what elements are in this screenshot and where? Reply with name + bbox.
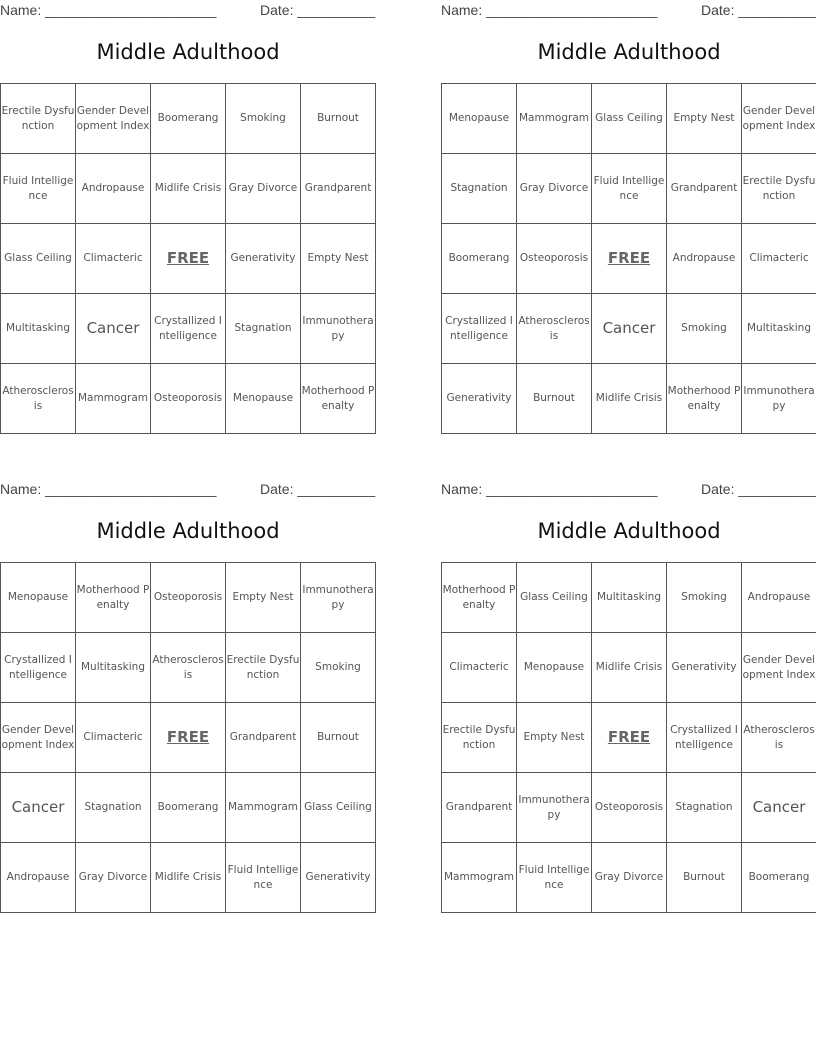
bingo-cell: Smoking	[667, 563, 742, 633]
free-space-cell: FREE	[151, 224, 226, 294]
bingo-cell: Gender Development Index	[1, 703, 76, 773]
bingo-cell: Gray Divorce	[592, 843, 667, 913]
bingo-cell: Multitasking	[742, 294, 816, 364]
bingo-cell: Stagnation	[76, 773, 151, 843]
bingo-cell: Mammogram	[517, 84, 592, 154]
bingo-grid	[441, 562, 816, 913]
bingo-cell: Burnout	[517, 364, 592, 434]
bingo-cell: Glass Ceiling	[301, 773, 376, 843]
bingo-cell: Burnout	[667, 843, 742, 913]
bingo-cell: Empty Nest	[226, 563, 301, 633]
bingo-cell: Andropause	[667, 224, 742, 294]
date-field[interactable]: Date: __________	[260, 481, 376, 497]
date-field[interactable]: Date: __________	[701, 481, 816, 497]
bingo-cell: Stagnation	[442, 154, 517, 224]
bingo-cell: Immunotherapy	[517, 773, 592, 843]
bingo-cell: Boomerang	[442, 224, 517, 294]
bingo-cell: Gray Divorce	[76, 843, 151, 913]
name-field[interactable]: Name: ______________________	[0, 481, 217, 497]
bingo-cell: Atherosclerosis	[1, 364, 76, 434]
bingo-cell: Generativity	[226, 224, 301, 294]
card-header	[441, 0, 816, 20]
bingo-cell: Atherosclerosis	[742, 703, 816, 773]
bingo-grid	[0, 83, 376, 434]
free-space-cell: FREE	[151, 703, 226, 773]
bingo-cell: Motherhood Penalty	[76, 563, 151, 633]
bingo-grid	[441, 83, 816, 434]
bingo-cell: Immunotherapy	[301, 563, 376, 633]
bingo-cell: Erectile Dysfunction	[1, 84, 76, 154]
bingo-cell: Atherosclerosis	[517, 294, 592, 364]
bingo-cell: Generativity	[442, 364, 517, 434]
bingo-cell: Multitasking	[76, 633, 151, 703]
bingo-cell: Fluid Intelligence	[592, 154, 667, 224]
bingo-cell: Mammogram	[442, 843, 517, 913]
bingo-cell: Menopause	[517, 633, 592, 703]
bingo-cell: Midlife Crisis	[151, 843, 226, 913]
bingo-cell: Empty Nest	[301, 224, 376, 294]
bingo-cell: Atherosclerosis	[151, 633, 226, 703]
card-title: Middle Adulthood	[537, 40, 721, 64]
card-header	[0, 0, 376, 20]
bingo-cell: Midlife Crisis	[592, 364, 667, 434]
bingo-cell: Burnout	[301, 84, 376, 154]
card-title: Middle Adulthood	[96, 40, 280, 64]
bingo-cell: Stagnation	[226, 294, 301, 364]
bingo-cell: Boomerang	[742, 843, 816, 913]
bingo-cell: Erectile Dysfunction	[442, 703, 517, 773]
bingo-cell: Fluid Intelligence	[226, 843, 301, 913]
bingo-cell: Smoking	[301, 633, 376, 703]
bingo-grid	[0, 562, 376, 913]
bingo-cell: Motherhood Penalty	[442, 563, 517, 633]
bingo-cell: Mammogram	[76, 364, 151, 434]
bingo-cell: Climacteric	[76, 703, 151, 773]
bingo-cell: Cancer	[592, 294, 667, 364]
bingo-cell: Fluid Intelligence	[1, 154, 76, 224]
bingo-cell: Menopause	[226, 364, 301, 434]
bingo-cell: Generativity	[301, 843, 376, 913]
free-space-cell: FREE	[592, 703, 667, 773]
bingo-cell: Climacteric	[742, 224, 816, 294]
card-header	[0, 479, 376, 499]
bingo-cell: Cancer	[1, 773, 76, 843]
bingo-cell: Smoking	[226, 84, 301, 154]
bingo-cell: Generativity	[667, 633, 742, 703]
bingo-cell: Empty Nest	[667, 84, 742, 154]
bingo-cell: Boomerang	[151, 84, 226, 154]
bingo-cell: Fluid Intelligence	[517, 843, 592, 913]
bingo-cell: Motherhood Penalty	[667, 364, 742, 434]
bingo-cell: Gender Development Index	[742, 84, 816, 154]
bingo-cell: Menopause	[442, 84, 517, 154]
bingo-cell: Glass Ceiling	[1, 224, 76, 294]
bingo-cell: Glass Ceiling	[517, 563, 592, 633]
bingo-cell: Burnout	[301, 703, 376, 773]
bingo-cell: Midlife Crisis	[151, 154, 226, 224]
bingo-cell: Midlife Crisis	[592, 633, 667, 703]
name-field[interactable]: Name: ______________________	[441, 481, 658, 497]
bingo-cell: Multitasking	[592, 563, 667, 633]
bingo-cell: Immunotherapy	[301, 294, 376, 364]
name-field[interactable]: Name: ______________________	[0, 2, 217, 18]
bingo-cell: Cancer	[742, 773, 816, 843]
bingo-cell: Grandparent	[442, 773, 517, 843]
card-title: Middle Adulthood	[537, 519, 721, 543]
bingo-cell: Crystallized Intelligence	[442, 294, 517, 364]
bingo-cell: Grandparent	[667, 154, 742, 224]
bingo-cell: Gender Development Index	[742, 633, 816, 703]
bingo-cell: Erectile Dysfunction	[742, 154, 816, 224]
bingo-cell: Crystallized Intelligence	[1, 633, 76, 703]
bingo-cell: Erectile Dysfunction	[226, 633, 301, 703]
bingo-cell: Gray Divorce	[226, 154, 301, 224]
bingo-cell: Smoking	[667, 294, 742, 364]
bingo-cell: Immunotherapy	[742, 364, 816, 434]
card-title: Middle Adulthood	[96, 519, 280, 543]
bingo-cell: Boomerang	[151, 773, 226, 843]
bingo-cell: Gray Divorce	[517, 154, 592, 224]
bingo-cell: Mammogram	[226, 773, 301, 843]
date-field[interactable]: Date: __________	[701, 2, 816, 18]
name-field[interactable]: Name: ______________________	[441, 2, 658, 18]
bingo-cell: Stagnation	[667, 773, 742, 843]
bingo-cell: Cancer	[76, 294, 151, 364]
bingo-cell: Climacteric	[76, 224, 151, 294]
bingo-cell: Crystallized Intelligence	[667, 703, 742, 773]
bingo-cell: Glass Ceiling	[592, 84, 667, 154]
bingo-cell: Osteoporosis	[151, 364, 226, 434]
bingo-cell: Gender Development Index	[76, 84, 151, 154]
bingo-cell: Grandparent	[226, 703, 301, 773]
bingo-cell: Osteoporosis	[517, 224, 592, 294]
bingo-cell: Empty Nest	[517, 703, 592, 773]
bingo-cell: Andropause	[1, 843, 76, 913]
free-space-cell: FREE	[592, 224, 667, 294]
bingo-cell: Multitasking	[1, 294, 76, 364]
bingo-cell: Osteoporosis	[592, 773, 667, 843]
bingo-cell: Grandparent	[301, 154, 376, 224]
bingo-cell: Andropause	[76, 154, 151, 224]
date-field[interactable]: Date: __________	[260, 2, 376, 18]
bingo-cell: Crystallized Intelligence	[151, 294, 226, 364]
bingo-cell: Osteoporosis	[151, 563, 226, 633]
card-header	[441, 479, 816, 499]
bingo-cell: Climacteric	[442, 633, 517, 703]
bingo-cell: Menopause	[1, 563, 76, 633]
bingo-cell: Motherhood Penalty	[301, 364, 376, 434]
bingo-cell: Andropause	[742, 563, 816, 633]
